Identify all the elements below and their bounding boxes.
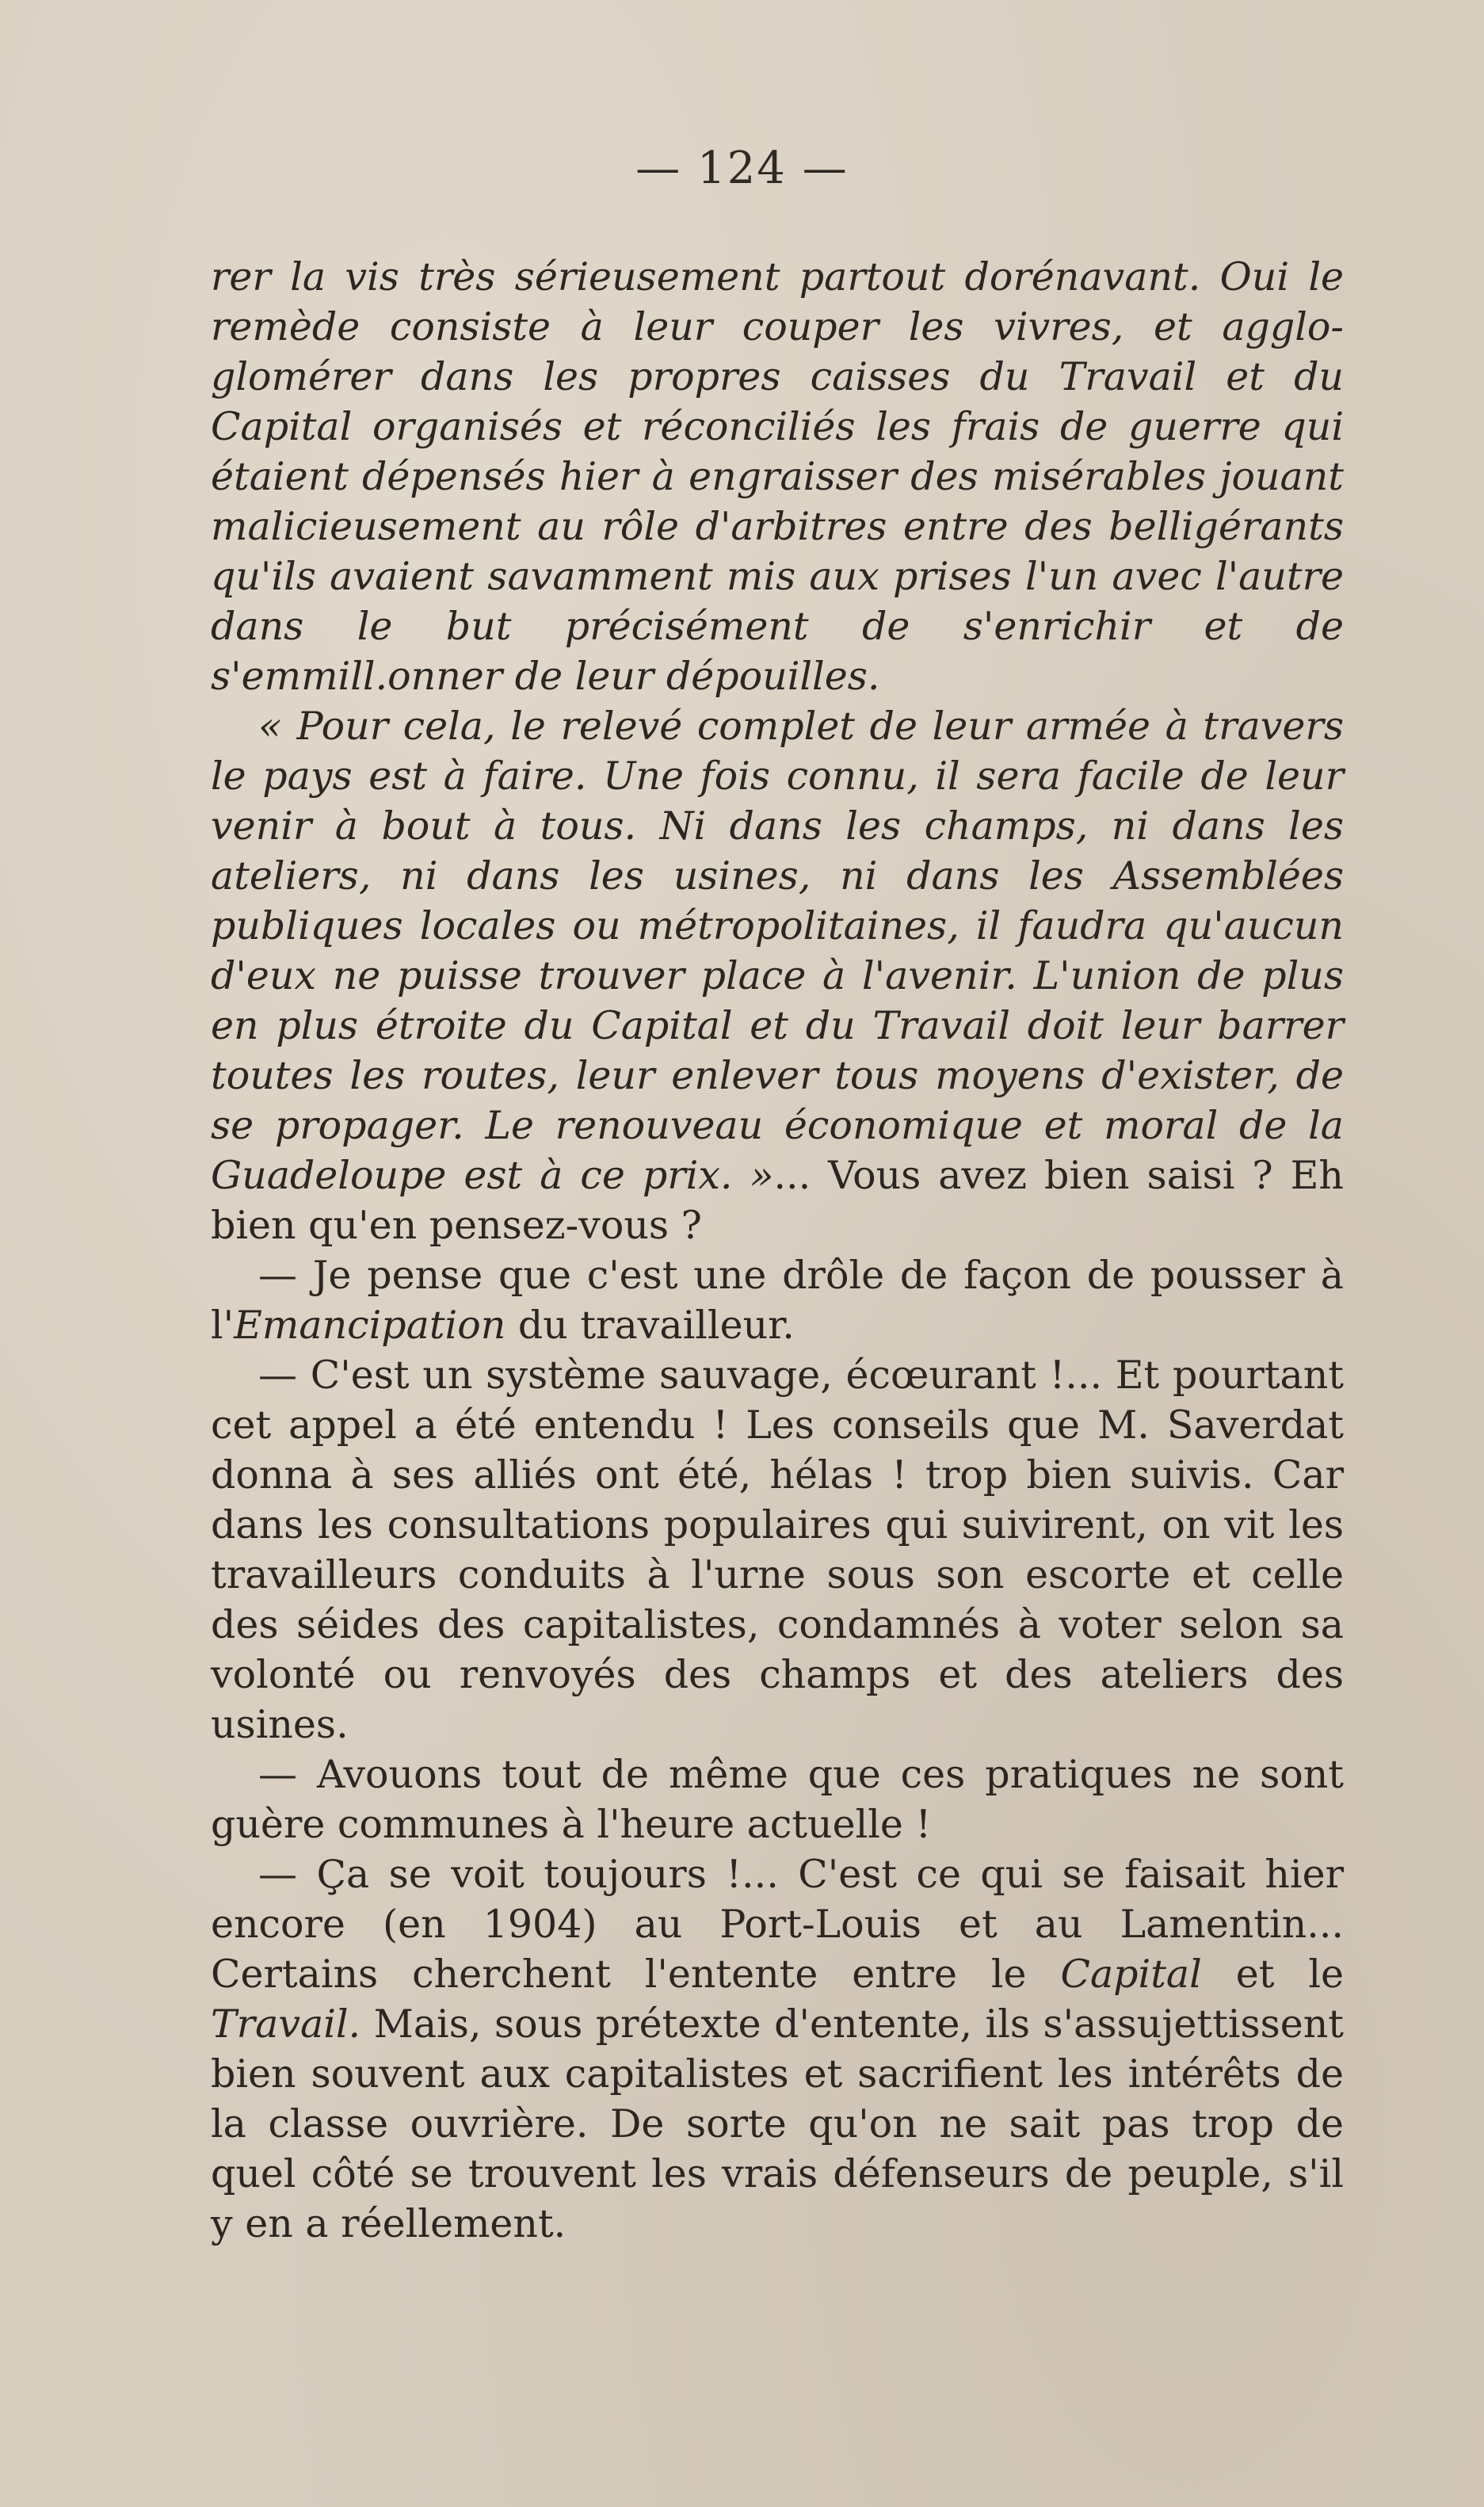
dialogue-2: — C'est un système sauvage, écœurant !... Et pourtant cet appel a été entendu ! Les conseils que M. Saverdat donna à ses alliés ont été, hélas ! trop bien suivis. Car dans les consultations populaires qui suivirent, on vit les travailleurs conduits à l'urne sous son escorte et celle des séides des capitalistes, condamnés à voter selon sa volonté ou renvoyés des champs et des ateliers des usines. bbox=[211, 1353, 1344, 1747]
dialogue-1 bbox=[211, 1250, 1344, 1350]
dialogue-4-italic1: Capital bbox=[1060, 1952, 1202, 1997]
paragraph-2 bbox=[211, 701, 1344, 1250]
quote-text: « Pour cela, le relevé complet de leur armée à travers le pays est à faire. Une fois connu, il sera facile de leur venir à bout à tous. Ni dans les champs, ni dans les ateliers, ni dans les usines, ni dans les Assemblées publiques locales ou métropolitaines, il faudra qu'aucun d'eux ne puisse trouver place à l'avenir. L'union de plus en plus étroite du Capital et du Travail doit leur barrer toutes les routes, leur enlever tous moyens d'exister, de se propager. Le renouveau économique et moral de la Guadeloupe est à ce prix. » bbox=[211, 704, 1344, 1198]
continuation-text: ... Vous avez bien saisi ? Eh bien qu'en pensez-vous ? bbox=[211, 1153, 1344, 1248]
dialogue-3: — Avouons tout de même que ces pratiques ne sont guère communes à l'heure actuelle ! bbox=[211, 1752, 1344, 1847]
dialogue-4-part2: et le bbox=[1201, 1952, 1345, 1997]
paragraph-1: rer la vis très sérieusement partout dorénavant. Oui le remède consiste à leur couper les vivres, et agglo-glomérer dans les propres caisses du Travail et du Capital organisés et réconciliés les frais de guerre qui étaient dépensés hier à engraisser des misérables jouant malicieusement au rôle d'arbitres entre des belligérants qu'ils avaient savamment mis aux prises l'un avec l'autre dans le but précisément de s'enrichir et de s'emmill.onner de leur dépouilles. bbox=[211, 254, 1344, 699]
dialogue-4 bbox=[211, 1849, 1344, 2249]
dialogue-1-suffix: du travailleur. bbox=[505, 1303, 795, 1348]
dialogue-4-part3: Mais, sous prétexte d'entente, ils s'assujettissent bien souvent aux capitalistes et sacrifient les intérêts de la classe ouvrière. De sorte qu'on ne sait pas trop de quel côté se trouvent les vrais défenseurs de peuple, s'il y en a réellement. bbox=[211, 2001, 1344, 2246]
dialogue-4-italic2: Travail. bbox=[211, 2001, 361, 2047]
page-number: — 124 — bbox=[635, 143, 849, 194]
dialogue-1-italic: Emancipation bbox=[234, 1303, 506, 1348]
page-text bbox=[211, 252, 1344, 2249]
dialogue-4-part1: — Ça se voit toujours !... C'est ce qui se faisait hier encore (en 1904) au Port-Louis et au Lamentin... Certains cherchent l'entente entre le bbox=[211, 1852, 1344, 1997]
dialogue-1-prefix: — Je pense que c'est une drôle de façon de pousser à l' bbox=[211, 1253, 1344, 1348]
